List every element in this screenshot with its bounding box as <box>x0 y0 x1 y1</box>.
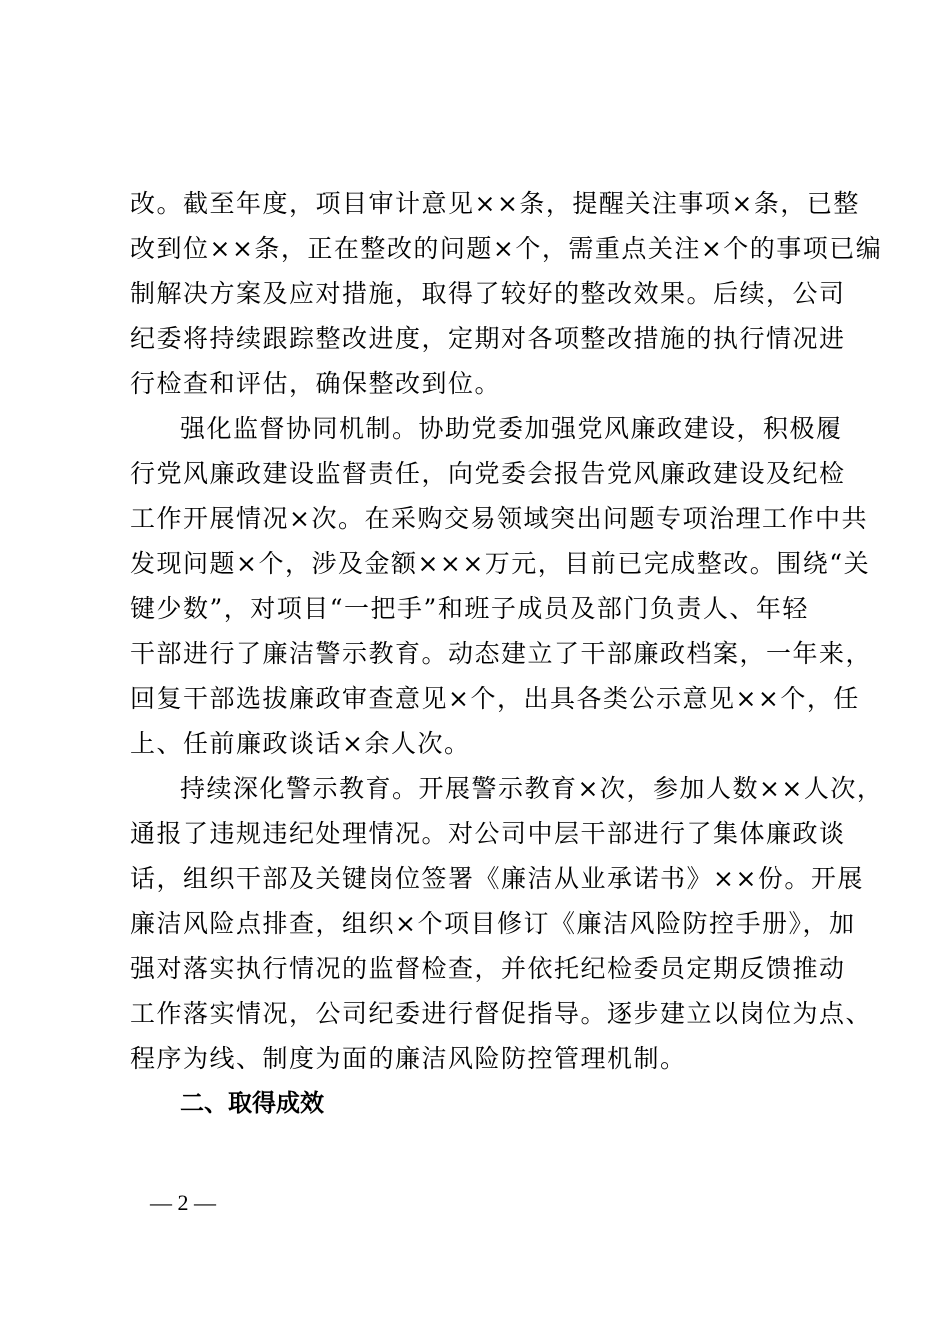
section-heading: 二、取得成效 <box>180 1089 324 1117</box>
text-line: 强对落实执行情况的监督检查，并依托纪检委员定期反馈推动 <box>130 954 846 983</box>
paragraph-warning-education <box>130 766 884 1081</box>
text-line: 干部进行了廉洁警示教育。动态建立了干部廉政档案，一年来， <box>130 639 873 668</box>
text-line: 工作落实情况，公司纪委进行督促指导。逐步建立以岗位为点、 <box>130 999 873 1028</box>
text-line: 行检查和评估，确保整改到位。 <box>130 369 502 398</box>
text-line: 纪委将持续跟踪整改进度，定期对各项整改措施的执行情况进 <box>130 324 846 353</box>
text-line: 工作开展情况×次。在采购交易领域突出问题专项治理工作中共 <box>130 504 868 533</box>
text-line: 改到位××条，正在整改的问题×个，需重点关注×个的事项已编 <box>130 234 883 263</box>
paragraph-supervision-coordination <box>130 406 873 766</box>
page-number: — 2 — <box>150 1190 216 1215</box>
text-line: 廉洁风险点排查，组织×个项目修订《廉洁风险防控手册》，加 <box>130 909 856 938</box>
text-line: 程序为线、制度为面的廉洁风险防控管理机制。 <box>130 1044 687 1073</box>
text-line: 上、任前廉政谈话×余人次。 <box>130 729 471 758</box>
text-line: 发现问题×个，涉及金额×××万元，目前已完成整改。围绕“关 <box>130 549 871 578</box>
text-line: 强化监督协同机制。协助党委加强党风廉政建设，积极履 <box>180 414 843 443</box>
text-line: 键少数”，对项目“一把手”和班子成员及部门负责人、年轻 <box>130 594 809 623</box>
text-line: 行党风廉政建设监督责任，向党委会报告党风廉政建设及纪检 <box>130 459 846 488</box>
body-text <box>130 181 884 1126</box>
text-line: 改。截至年度，项目审计意见××条，提醒关注事项×条，已整 <box>130 189 860 218</box>
text-line: 制解决方案及应对措施，取得了较好的整改效果。后续，公司 <box>130 279 846 308</box>
text-line: 持续深化警示教育。开展警示教育×次，参加人数××人次， <box>180 774 884 803</box>
text-line: 通报了违规违纪处理情况。对公司中层干部进行了集体廉政谈 <box>130 819 846 848</box>
text-line: 回复干部选拔廉政审查意见×个，出具各类公示意见××个，任 <box>130 684 860 713</box>
paragraph-audit-rectification <box>130 181 883 406</box>
text-line: 话，组织干部及关键岗位签署《廉洁从业承诺书》××份。开展 <box>130 864 864 893</box>
